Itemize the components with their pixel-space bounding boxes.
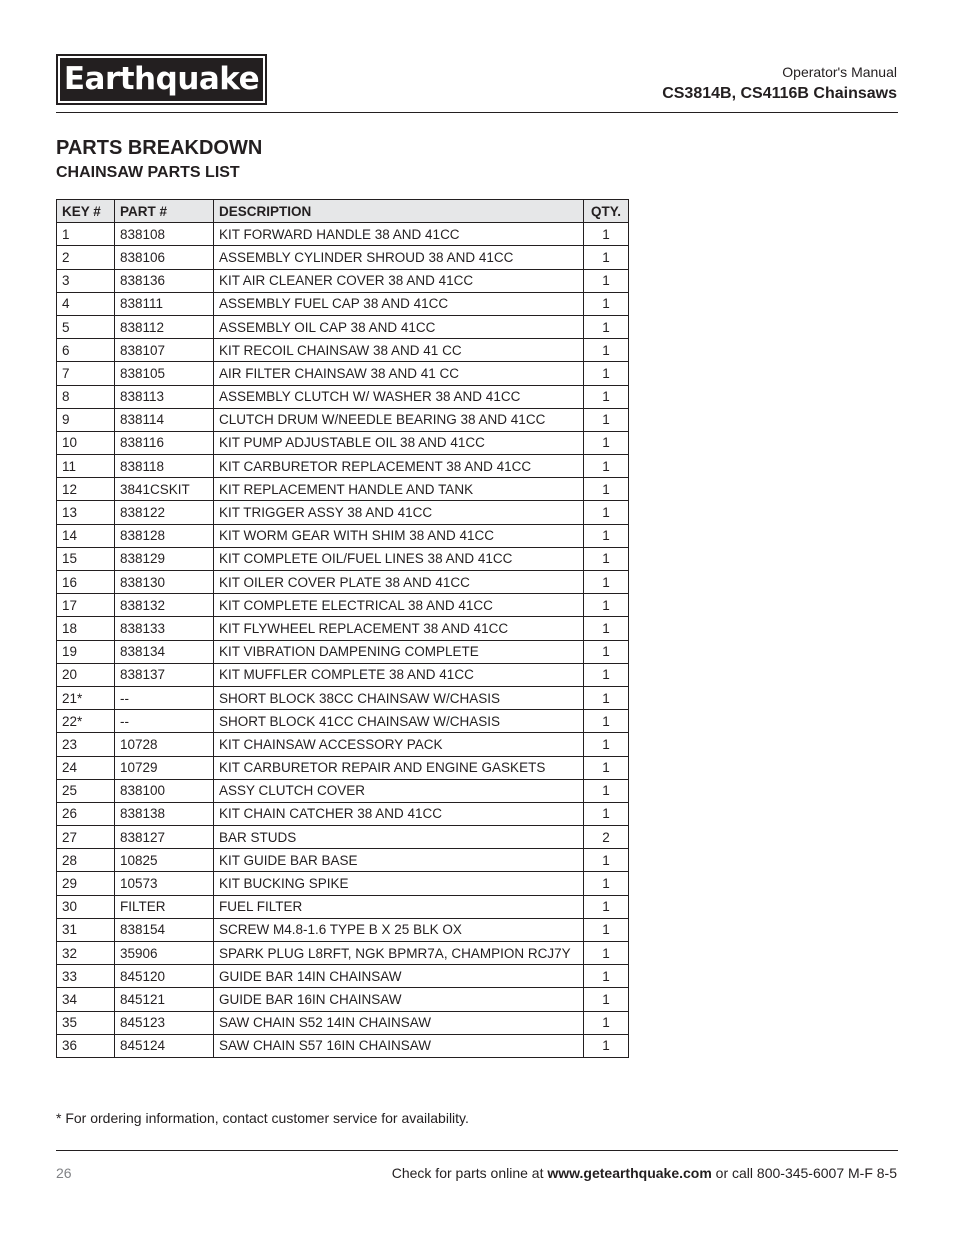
cell-key: 8 bbox=[57, 385, 115, 408]
cell-qty: 1 bbox=[584, 408, 629, 431]
cell-part: 838112 bbox=[115, 315, 214, 338]
cell-key: 19 bbox=[57, 640, 115, 663]
column-header-key: KEY # bbox=[57, 200, 115, 223]
table-row bbox=[57, 895, 629, 918]
table-row bbox=[57, 872, 629, 895]
cell-key: 3 bbox=[57, 269, 115, 292]
table-row bbox=[57, 292, 629, 315]
cell-description: SHORT BLOCK 38CC CHAINSAW W/CHASIS bbox=[214, 686, 584, 709]
cell-description: SCREW M4.8-1.6 TYPE B X 25 BLK OX bbox=[214, 918, 584, 941]
cell-key: 10 bbox=[57, 431, 115, 454]
cell-part: 838154 bbox=[115, 918, 214, 941]
cell-description: KIT BUCKING SPIKE bbox=[214, 872, 584, 895]
cell-description: KIT TRIGGER ASSY 38 AND 41CC bbox=[214, 501, 584, 524]
cell-part: 838107 bbox=[115, 339, 214, 362]
table-row bbox=[57, 524, 629, 547]
cell-part: -- bbox=[115, 686, 214, 709]
cell-description: KIT CARBURETOR REPLACEMENT 38 AND 41CC bbox=[214, 455, 584, 478]
table-row bbox=[57, 617, 629, 640]
cell-part: 838108 bbox=[115, 223, 214, 246]
cell-part: 35906 bbox=[115, 942, 214, 965]
cell-key: 34 bbox=[57, 988, 115, 1011]
cell-qty: 1 bbox=[584, 872, 629, 895]
cell-key: 9 bbox=[57, 408, 115, 431]
table-row bbox=[57, 918, 629, 941]
table-row bbox=[57, 802, 629, 825]
cell-key: 2 bbox=[57, 246, 115, 269]
table-row bbox=[57, 501, 629, 524]
cell-key: 26 bbox=[57, 802, 115, 825]
cell-key: 25 bbox=[57, 779, 115, 802]
cell-qty: 1 bbox=[584, 315, 629, 338]
cell-key: 11 bbox=[57, 455, 115, 478]
cell-part: 838136 bbox=[115, 269, 214, 292]
cell-qty: 1 bbox=[584, 594, 629, 617]
cell-qty: 1 bbox=[584, 455, 629, 478]
cell-qty: 1 bbox=[584, 571, 629, 594]
page-title: PARTS BREAKDOWN bbox=[56, 137, 263, 159]
table-row bbox=[57, 223, 629, 246]
cell-qty: 1 bbox=[584, 1011, 629, 1034]
cell-qty: 1 bbox=[584, 849, 629, 872]
cell-qty: 1 bbox=[584, 895, 629, 918]
table-row bbox=[57, 826, 629, 849]
cell-description: ASSEMBLY OIL CAP 38 AND 41CC bbox=[214, 315, 584, 338]
cell-key: 17 bbox=[57, 594, 115, 617]
cell-qty: 1 bbox=[584, 756, 629, 779]
cell-part: 838106 bbox=[115, 246, 214, 269]
page-number: 26 bbox=[56, 1165, 72, 1181]
cell-part: 838127 bbox=[115, 826, 214, 849]
cell-description: KIT REPLACEMENT HANDLE AND TANK bbox=[214, 478, 584, 501]
cell-key: 1 bbox=[57, 223, 115, 246]
table-row bbox=[57, 710, 629, 733]
cell-key: 27 bbox=[57, 826, 115, 849]
cell-key: 14 bbox=[57, 524, 115, 547]
cell-part: 838133 bbox=[115, 617, 214, 640]
cell-part: 3841CSKIT bbox=[115, 478, 214, 501]
cell-description: KIT VIBRATION DAMPENING COMPLETE bbox=[214, 640, 584, 663]
parts-table bbox=[56, 199, 629, 1058]
cell-part: 838116 bbox=[115, 431, 214, 454]
cell-part: 838129 bbox=[115, 547, 214, 570]
cell-description: CLUTCH DRUM W/NEEDLE BEARING 38 AND 41CC bbox=[214, 408, 584, 431]
cell-description: KIT FLYWHEEL REPLACEMENT 38 AND 41CC bbox=[214, 617, 584, 640]
cell-qty: 1 bbox=[584, 478, 629, 501]
cell-part: 845121 bbox=[115, 988, 214, 1011]
column-header-description: DESCRIPTION bbox=[214, 200, 584, 223]
table-row bbox=[57, 733, 629, 756]
footnote: * For ordering information, contact customer service for availability. bbox=[56, 1110, 469, 1126]
cell-qty: 1 bbox=[584, 710, 629, 733]
cell-part: 838111 bbox=[115, 292, 214, 315]
cell-part: 838114 bbox=[115, 408, 214, 431]
table-row bbox=[57, 547, 629, 570]
footer-website-link[interactable]: www.getearthquake.com bbox=[547, 1165, 712, 1181]
table-row bbox=[57, 571, 629, 594]
cell-description: SAW CHAIN S57 16IN CHAINSAW bbox=[214, 1034, 584, 1057]
cell-part: -- bbox=[115, 710, 214, 733]
cell-qty: 1 bbox=[584, 547, 629, 570]
cell-qty: 1 bbox=[584, 501, 629, 524]
cell-description: ASSY CLUTCH COVER bbox=[214, 779, 584, 802]
cell-part: 845120 bbox=[115, 965, 214, 988]
table-row bbox=[57, 431, 629, 454]
cell-key: 4 bbox=[57, 292, 115, 315]
cell-description: GUIDE BAR 14IN CHAINSAW bbox=[214, 965, 584, 988]
table-row bbox=[57, 246, 629, 269]
table-row bbox=[57, 362, 629, 385]
cell-key: 23 bbox=[57, 733, 115, 756]
cell-description: KIT FORWARD HANDLE 38 AND 41CC bbox=[214, 223, 584, 246]
cell-part: 838105 bbox=[115, 362, 214, 385]
cell-part: 838130 bbox=[115, 571, 214, 594]
cell-key: 32 bbox=[57, 942, 115, 965]
cell-part: 838137 bbox=[115, 663, 214, 686]
cell-key: 5 bbox=[57, 315, 115, 338]
cell-qty: 1 bbox=[584, 223, 629, 246]
table-row bbox=[57, 339, 629, 362]
cell-part: 838118 bbox=[115, 455, 214, 478]
cell-part: 845123 bbox=[115, 1011, 214, 1034]
cell-qty: 1 bbox=[584, 362, 629, 385]
footer-contact bbox=[392, 1165, 897, 1181]
cell-key: 33 bbox=[57, 965, 115, 988]
table-row bbox=[57, 1011, 629, 1034]
cell-description: AIR FILTER CHAINSAW 38 AND 41 CC bbox=[214, 362, 584, 385]
cell-key: 35 bbox=[57, 1011, 115, 1034]
footer-divider bbox=[56, 1150, 898, 1151]
cell-part: 845124 bbox=[115, 1034, 214, 1057]
cell-part: 10729 bbox=[115, 756, 214, 779]
cell-key: 6 bbox=[57, 339, 115, 362]
cell-part: 838128 bbox=[115, 524, 214, 547]
cell-qty: 1 bbox=[584, 640, 629, 663]
cell-key: 16 bbox=[57, 571, 115, 594]
cell-part: FILTER bbox=[115, 895, 214, 918]
table-header-row bbox=[57, 200, 629, 223]
table-row bbox=[57, 686, 629, 709]
cell-key: 28 bbox=[57, 849, 115, 872]
cell-qty: 1 bbox=[584, 269, 629, 292]
cell-key: 13 bbox=[57, 501, 115, 524]
page-subtitle: CHAINSAW PARTS LIST bbox=[56, 164, 240, 181]
parts-table-body bbox=[57, 223, 629, 1058]
cell-description: KIT CHAINSAW ACCESSORY PACK bbox=[214, 733, 584, 756]
cell-description: SPARK PLUG L8RFT, NGK BPMR7A, CHAMPION RCJ7Y bbox=[214, 942, 584, 965]
cell-description: ASSEMBLY CLUTCH W/ WASHER 38 AND 41CC bbox=[214, 385, 584, 408]
cell-description: KIT AIR CLEANER COVER 38 AND 41CC bbox=[214, 269, 584, 292]
table-row bbox=[57, 455, 629, 478]
cell-qty: 1 bbox=[584, 385, 629, 408]
cell-key: 12 bbox=[57, 478, 115, 501]
cell-description: ASSEMBLY CYLINDER SHROUD 38 AND 41CC bbox=[214, 246, 584, 269]
cell-key: 36 bbox=[57, 1034, 115, 1057]
brand-logo bbox=[56, 54, 267, 105]
cell-qty: 1 bbox=[584, 779, 629, 802]
cell-qty: 1 bbox=[584, 246, 629, 269]
cell-part: 838122 bbox=[115, 501, 214, 524]
cell-part: 10825 bbox=[115, 849, 214, 872]
table-row bbox=[57, 269, 629, 292]
cell-key: 15 bbox=[57, 547, 115, 570]
column-header-part: PART # bbox=[115, 200, 214, 223]
table-row bbox=[57, 942, 629, 965]
table-row bbox=[57, 478, 629, 501]
cell-qty: 1 bbox=[584, 1034, 629, 1057]
cell-description: KIT CARBURETOR REPAIR AND ENGINE GASKETS bbox=[214, 756, 584, 779]
cell-part: 838132 bbox=[115, 594, 214, 617]
cell-description: KIT COMPLETE OIL/FUEL LINES 38 AND 41CC bbox=[214, 547, 584, 570]
cell-description: KIT COMPLETE ELECTRICAL 38 AND 41CC bbox=[214, 594, 584, 617]
cell-qty: 1 bbox=[584, 988, 629, 1011]
cell-qty: 1 bbox=[584, 524, 629, 547]
header-divider bbox=[56, 112, 898, 113]
cell-qty: 1 bbox=[584, 292, 629, 315]
cell-qty: 1 bbox=[584, 686, 629, 709]
cell-part: 838113 bbox=[115, 385, 214, 408]
cell-qty: 1 bbox=[584, 733, 629, 756]
table-row bbox=[57, 594, 629, 617]
cell-description: FUEL FILTER bbox=[214, 895, 584, 918]
cell-key: 30 bbox=[57, 895, 115, 918]
cell-description: KIT CHAIN CATCHER 38 AND 41CC bbox=[214, 802, 584, 825]
cell-qty: 1 bbox=[584, 339, 629, 362]
cell-description: GUIDE BAR 16IN CHAINSAW bbox=[214, 988, 584, 1011]
document-type: Operator's Manual bbox=[782, 64, 897, 80]
table-row bbox=[57, 385, 629, 408]
cell-qty: 2 bbox=[584, 826, 629, 849]
cell-key: 24 bbox=[57, 756, 115, 779]
cell-description: SHORT BLOCK 41CC CHAINSAW W/CHASIS bbox=[214, 710, 584, 733]
cell-key: 18 bbox=[57, 617, 115, 640]
cell-key: 7 bbox=[57, 362, 115, 385]
cell-description: BAR STUDS bbox=[214, 826, 584, 849]
cell-description: KIT OILER COVER PLATE 38 AND 41CC bbox=[214, 571, 584, 594]
cell-qty: 1 bbox=[584, 918, 629, 941]
cell-qty: 1 bbox=[584, 617, 629, 640]
cell-qty: 1 bbox=[584, 965, 629, 988]
cell-key: 21* bbox=[57, 686, 115, 709]
cell-description: KIT PUMP ADJUSTABLE OIL 38 AND 41CC bbox=[214, 431, 584, 454]
cell-key: 22* bbox=[57, 710, 115, 733]
table-row bbox=[57, 849, 629, 872]
cell-key: 29 bbox=[57, 872, 115, 895]
cell-description: KIT RECOIL CHAINSAW 38 AND 41 CC bbox=[214, 339, 584, 362]
cell-qty: 1 bbox=[584, 802, 629, 825]
table-row bbox=[57, 988, 629, 1011]
table-row bbox=[57, 640, 629, 663]
cell-part: 838138 bbox=[115, 802, 214, 825]
brand-logo-text: Earthquake bbox=[63, 61, 260, 97]
table-row bbox=[57, 965, 629, 988]
table-row bbox=[57, 779, 629, 802]
footer-contact-suffix: or call 800-345-6007 M-F 8-5 bbox=[711, 1165, 897, 1181]
cell-part: 838134 bbox=[115, 640, 214, 663]
column-header-qty: QTY. bbox=[584, 200, 629, 223]
cell-qty: 1 bbox=[584, 942, 629, 965]
footer-contact-prefix: Check for parts online at bbox=[391, 1165, 548, 1181]
document-model: CS3814B, CS4116B Chainsaws bbox=[662, 85, 897, 102]
cell-qty: 1 bbox=[584, 431, 629, 454]
table-row bbox=[57, 663, 629, 686]
table-row bbox=[57, 1034, 629, 1057]
cell-key: 31 bbox=[57, 918, 115, 941]
cell-description: KIT WORM GEAR WITH SHIM 38 AND 41CC bbox=[214, 524, 584, 547]
cell-part: 838100 bbox=[115, 779, 214, 802]
cell-part: 10728 bbox=[115, 733, 214, 756]
cell-description: KIT GUIDE BAR BASE bbox=[214, 849, 584, 872]
cell-description: KIT MUFFLER COMPLETE 38 AND 41CC bbox=[214, 663, 584, 686]
table-row bbox=[57, 408, 629, 431]
cell-description: ASSEMBLY FUEL CAP 38 AND 41CC bbox=[214, 292, 584, 315]
table-row bbox=[57, 756, 629, 779]
cell-part: 10573 bbox=[115, 872, 214, 895]
cell-qty: 1 bbox=[584, 663, 629, 686]
table-row bbox=[57, 315, 629, 338]
cell-key: 20 bbox=[57, 663, 115, 686]
cell-description: SAW CHAIN S52 14IN CHAINSAW bbox=[214, 1011, 584, 1034]
